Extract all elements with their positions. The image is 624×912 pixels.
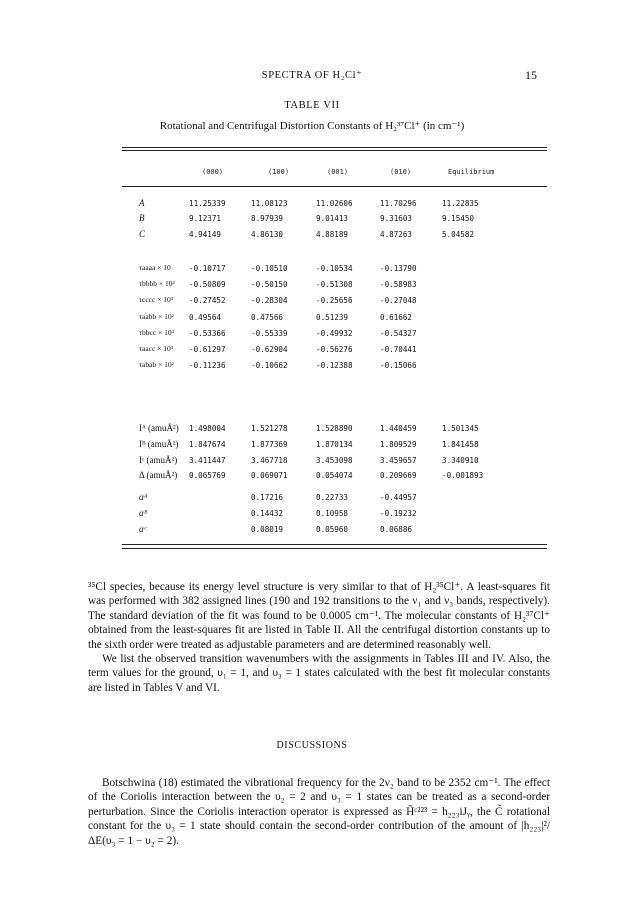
row-label: αᴬ bbox=[139, 492, 148, 502]
table-row bbox=[0, 439, 624, 453]
table-cell: 3.467718 bbox=[251, 455, 288, 465]
table-row bbox=[0, 312, 624, 326]
table-row bbox=[0, 492, 624, 506]
col-100: (100) bbox=[268, 168, 290, 176]
table-cell: 9.31603 bbox=[380, 214, 413, 224]
table-cell: 1.498004 bbox=[189, 424, 226, 433]
paragraph-1: ³⁵Cl species, because its energy level structure is very similar to that of H₂³⁵Cl⁺. A least-squares fit was performed with 382 assigned lines (190 and 192 transitions to the ν₁ and ν₃ bands, respectively). The standard deviation of the fit was found to be 0.0005 cm⁻¹. The molecular constants of H₂³⁷Cl⁺ obtained from the least-squares fit are listed in Table II. All the centrifugal distortion constants up to the sixth order were treated as adjustable parameters and are determined reasonably well. bbox=[88, 581, 550, 651]
table-row bbox=[0, 360, 624, 374]
row-label: τabab × 10² bbox=[139, 360, 174, 370]
table-cell: 0.51239 bbox=[316, 312, 349, 322]
table-row bbox=[0, 344, 624, 358]
table-cell: 8.97939 bbox=[251, 214, 284, 224]
row-label: αᴮ bbox=[139, 508, 148, 519]
paragraph-2: We list the observed transition wavenumbers with the assignments in Tables III and IV. Also, the term values for the ground, υ₁ = 1, and υ₃ = 1 states calculated with the best fit molecular constants are listed in Tables V and VI. bbox=[88, 653, 550, 694]
table-cell: 1.809529 bbox=[380, 439, 417, 449]
table-bottom-rule bbox=[122, 544, 547, 545]
table-cell: 0.054074 bbox=[316, 471, 353, 481]
row-label: C bbox=[139, 228, 146, 239]
table-top-rule-2 bbox=[122, 150, 547, 151]
table-cell: 11.25339 bbox=[189, 199, 226, 208]
table-cell: 4.86130 bbox=[251, 229, 284, 239]
table-row bbox=[0, 455, 624, 469]
table-row bbox=[0, 508, 624, 522]
table-cell: 0.61662 bbox=[380, 312, 413, 322]
table-row bbox=[0, 470, 624, 484]
table-cell: 4.94149 bbox=[189, 229, 222, 239]
row-label: τbbbb × 10² bbox=[139, 279, 175, 289]
table-cell: -0.61297 bbox=[189, 345, 226, 354]
running-head-title: SPECTRA OF H₂Cl⁺ bbox=[261, 70, 363, 81]
table-cell: -0.10662 bbox=[251, 361, 288, 371]
table-cell: -0.25656 bbox=[316, 296, 353, 306]
row-label: αᶜ bbox=[139, 524, 147, 535]
row-label: Δ (amuÅ²) bbox=[139, 470, 178, 481]
table-cell: 1.521278 bbox=[251, 424, 288, 433]
col-equilibrium: Equilibrium bbox=[448, 168, 495, 176]
table-cell: -0.10717 bbox=[189, 264, 226, 273]
table-row bbox=[0, 229, 624, 243]
table-row bbox=[0, 279, 624, 293]
table-cell: 0.065769 bbox=[189, 471, 226, 481]
table-row bbox=[0, 295, 624, 309]
table-header-rule bbox=[122, 186, 547, 187]
table-row bbox=[0, 328, 624, 342]
row-label: τaabb × 10² bbox=[139, 311, 174, 321]
table-cell: -0.13790 bbox=[380, 264, 417, 273]
table-cell: -0.27048 bbox=[380, 296, 417, 306]
table-cell: 3.453098 bbox=[316, 455, 353, 465]
table-cell: -0.12388 bbox=[316, 361, 353, 371]
table-cell: 0.47566 bbox=[251, 312, 284, 322]
table-cell: 9.15450 bbox=[442, 214, 475, 224]
table-cell: -0.11236 bbox=[189, 361, 226, 371]
table-cell: -0.19232 bbox=[380, 509, 417, 519]
table-cell: -0.001893 bbox=[442, 471, 484, 481]
table-cell: 0.069071 bbox=[251, 471, 288, 481]
table-cell: -0.15066 bbox=[380, 361, 417, 371]
table-cell: 1.501345 bbox=[442, 424, 479, 433]
table-cell: 9.01413 bbox=[316, 214, 349, 224]
table-cell: -0.56276 bbox=[316, 345, 353, 354]
table-cell: 1.877369 bbox=[251, 439, 288, 449]
table-cell: 0.08019 bbox=[251, 525, 284, 535]
table-cell: 3.340910 bbox=[442, 455, 479, 465]
table-cell: 0.05960 bbox=[316, 525, 349, 535]
row-label: B bbox=[139, 213, 145, 224]
table-cell: 5.04582 bbox=[442, 229, 475, 239]
table-cell: -0.10510 bbox=[251, 264, 288, 273]
table-cell: 1.847674 bbox=[189, 439, 226, 449]
table-cell: 11.08123 bbox=[251, 199, 288, 208]
row-label: A bbox=[139, 198, 145, 208]
table-cell: 11.70296 bbox=[380, 199, 417, 208]
discussion-text bbox=[88, 776, 550, 848]
table-cell: -0.55339 bbox=[251, 328, 288, 338]
column-headers bbox=[0, 168, 624, 180]
table-cell: 9.12371 bbox=[189, 214, 222, 224]
table-cell: 1.528890 bbox=[316, 424, 353, 433]
table-cell: -0.51308 bbox=[316, 280, 353, 290]
page-number: 15 bbox=[525, 68, 537, 82]
col-001: (001) bbox=[327, 168, 349, 176]
table-cell: 3.411447 bbox=[189, 455, 226, 465]
table-cell: 1.870134 bbox=[316, 439, 353, 449]
col-010: (010) bbox=[390, 168, 412, 176]
table-label: TABLE VII bbox=[284, 100, 340, 111]
row-label: τcccc × 10³ bbox=[139, 295, 174, 305]
table-cell: 0.10958 bbox=[316, 509, 349, 519]
table-cell: -0.58983 bbox=[380, 280, 417, 290]
row-label: τaacc × 10³ bbox=[139, 344, 174, 353]
table-cell: -0.44957 bbox=[380, 493, 417, 502]
discussion-paragraph: Botschwina (18) estimated the vibrational frequency for the 2ν₂ band to be 2352 cm⁻¹. The effect of the Coriolis interaction between the υ₂ = 2 and υ₃ = 1 states can be treated as a second-order perturbation. Since the Coriolis interaction operator is expressed as H̃ᶜ²²³ = h₂₂₃iJᵧ, the C̃ rotational constant for the υ₃ = 1 state should contain the second-order contribution of the amount of |h₂₂₃|²/ΔE(υ₃ = 1 − υ₂ = 2). bbox=[88, 777, 550, 847]
table-cell: -0.70441 bbox=[380, 345, 417, 354]
row-label: τaaaa × 10 bbox=[139, 263, 171, 272]
table-cell: -0.10534 bbox=[316, 264, 353, 273]
row-label: Iᴮ (amuÅ²) bbox=[139, 438, 179, 449]
table-cell: 0.17216 bbox=[251, 493, 284, 502]
table-cell: -0.28304 bbox=[251, 296, 288, 306]
table-row bbox=[0, 524, 624, 538]
table-cell: 0.14432 bbox=[251, 509, 284, 519]
table-cell: 0.49564 bbox=[189, 312, 222, 322]
table-row bbox=[0, 263, 624, 277]
table-caption: Rotational and Centrifugal Distortion Constants of H₂³⁷Cl⁺ (in cm⁻¹) bbox=[159, 120, 465, 132]
table-row bbox=[0, 423, 624, 437]
row-label: Iᶜ (amuÅ²) bbox=[139, 454, 178, 465]
table-cell: 4.87263 bbox=[380, 229, 413, 239]
table-cell: -0.53366 bbox=[189, 328, 226, 338]
table-cell: 0.22733 bbox=[316, 493, 349, 502]
table-cell: 0.209669 bbox=[380, 471, 417, 481]
body-text bbox=[88, 580, 550, 695]
table-cell: -0.62904 bbox=[251, 345, 288, 354]
table-cell: -0.54327 bbox=[380, 328, 417, 338]
table-cell: -0.49932 bbox=[316, 328, 353, 338]
table-cell: 0.06886 bbox=[380, 525, 413, 535]
table-row bbox=[0, 198, 624, 212]
table-row bbox=[0, 213, 624, 227]
row-label: Iᴬ (amuÅ²) bbox=[139, 423, 179, 433]
table-cell: 11.22835 bbox=[442, 199, 479, 208]
table-cell: 11.02606 bbox=[316, 199, 353, 208]
table-cell: -0.50150 bbox=[251, 280, 288, 290]
table-cell: -0.50809 bbox=[189, 280, 226, 290]
table-cell: 4.88189 bbox=[316, 229, 349, 239]
col-000: (000) bbox=[202, 168, 224, 176]
row-label: τbbcc × 10³ bbox=[139, 327, 174, 337]
table-cell: -0.27452 bbox=[189, 296, 226, 306]
table-top-rule bbox=[122, 147, 547, 148]
section-heading: DISCUSSIONS bbox=[276, 740, 348, 751]
table-cell: 1.440459 bbox=[380, 424, 417, 433]
table-cell: 1.841458 bbox=[442, 439, 479, 449]
table-cell: 3.459657 bbox=[380, 455, 417, 465]
table-bottom-rule-2 bbox=[122, 548, 547, 549]
